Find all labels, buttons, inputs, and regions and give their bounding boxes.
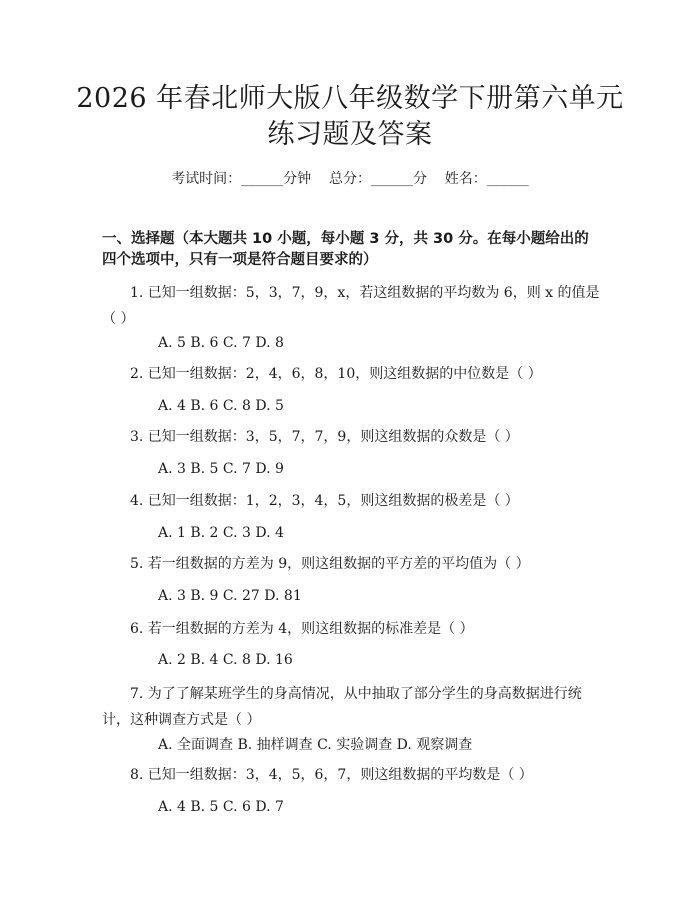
question-options: A. 5 B. 6 C. 7 D. 8 [158, 335, 284, 351]
question-stem: 5. 若一组数据的方差为 9，则这组数据的平方差的平均值为（ ） [130, 556, 530, 572]
question-stem: 7. 为了了解某班学生的身高情况，从中抽取了部分学生的身高数据进行统计，这种调查方式是（ ） [102, 686, 582, 728]
question-options: A. 4 B. 6 C. 8 D. 5 [158, 398, 284, 414]
question-stem: 6. 若一组数据的方差为 4，则这组数据的标准差是（ ） [130, 621, 474, 637]
question-stem: 4. 已知一组数据：1，2，3，4，5，则这组数据的极差是（ ） [130, 493, 519, 509]
question-stem: 2. 已知一组数据：2，4，6，8，10，则这组数据的中位数是（ ） [130, 366, 542, 382]
question-stem: 8. 已知一组数据：3，4，5，6，7，则这组数据的平均数是（ ） [130, 767, 533, 783]
question-stem: 3. 已知一组数据：3，5，7，7，9，则这组数据的众数是（ ） [130, 429, 519, 445]
question-options: A. 2 B. 4 C. 8 D. 16 [158, 652, 293, 668]
page-title-line1: 2026 年春北师大版八年级数学下册第六单元 [76, 83, 624, 114]
question-options: A. 全面调查 B. 抽样调查 C. 实验调查 D. 观察调查 [158, 737, 473, 753]
page-title-line2: 练习题及答案 [267, 119, 433, 150]
question-options: A. 1 B. 2 C. 3 D. 4 [158, 525, 284, 541]
question-stem: 1. 已知一组数据：5，3，7，9，x，若这组数据的平均数为 6，则 x 的值是（ ） [102, 285, 600, 327]
question-options: A. 3 B. 5 C. 7 D. 9 [158, 461, 284, 477]
question-options: A. 3 B. 9 C. 27 D. 81 [158, 588, 302, 604]
exam-info: 考试时间：______分钟 总分：______分 姓名：______ [171, 171, 529, 187]
question-options: A. 4 B. 5 C. 6 D. 7 [158, 799, 284, 815]
section-heading: 一、选择题（本大题共 10 小题，每小题 3 分，共 30 分。在每小题给出的四个选项中，只有一项是符合题目要求的） [102, 231, 589, 268]
